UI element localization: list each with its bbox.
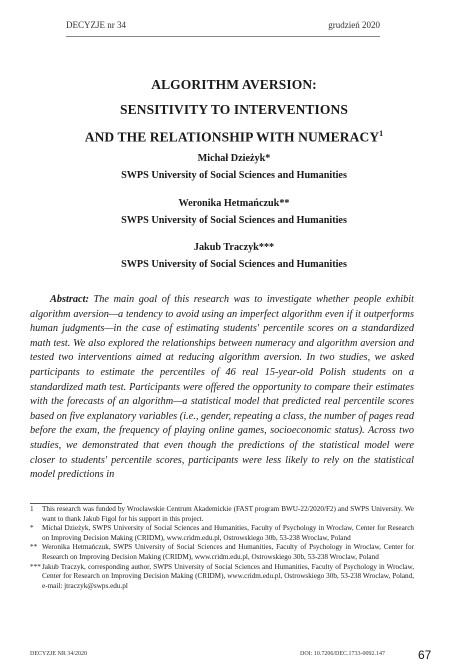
author-block xyxy=(30,150,438,185)
author-name: Weronika Hetmańczuk** xyxy=(178,197,290,209)
article-title xyxy=(30,73,438,150)
header-divider xyxy=(66,36,380,37)
footnote-text: Jakub Traczyk, corresponding author, SWPS University of Social Sciences and Humanities, Faculty of Psychology in Wroclaw, Center for Research on Improving Decision Making (CRIDM), www.cridm.edu.pl, Ostrowskiego 30b, 53-238 Wroclaw, Poland, e-mail: jtraczyk@swps.edu.pl xyxy=(42,562,414,590)
page-number: 67 xyxy=(418,648,432,662)
footnote xyxy=(30,524,414,543)
issue-date: grudzień 2020 xyxy=(328,20,380,30)
footnote-text: Michał Dzieżyk, SWPS University of Social Sciences and Humanities, Faculty of Psychology in Wroclaw, Center for Research on Improving Decision Making (CRIDM), www.cridm.edu.pl, Ostrowskiego 30b, 53-238 Wroclaw, Poland xyxy=(42,524,414,542)
footnote-mark: ** xyxy=(30,543,38,552)
author-name: Michał Dzieżyk* xyxy=(197,153,271,164)
title-footnote-mark: 1 xyxy=(379,129,384,138)
footnote xyxy=(30,543,414,562)
title-line-3-text: AND THE RELATIONSHIP WITH NUMERACY xyxy=(84,129,380,145)
author-affiliation: SWPS University of Social Sciences and Humanities xyxy=(121,259,347,271)
author-name: Jakub Traczyk*** xyxy=(193,242,275,254)
title-line-3 xyxy=(30,122,438,150)
footnotes xyxy=(30,505,414,591)
author-list xyxy=(30,150,438,284)
abstract-text: The main goal of this research was to investigate whether people exhibit algorithm aversion—a tendency to avoid using an imperfect algorithm even if it outperforms human judgments—in the case of estimating students' percentile scores on a standardized math test. We also explored the relationships between numeracy and algorithm aversion and tested two interventions aimed at reducing algorithm aversion. In two studies, we asked participants to estimate the percentiles of 46 real 15-year-old Polish students on a standardized math test. Participants were offered the opportunity to compare their estimates with the forecasts of an algorithm—a statistical model that predicted real percentile scores based on five explanatory variables (i.e., gender, repeating a class, the number of pages read before the exam, the frequency of playing online games, socioeconomic status). Across two studies, we demonstrated that even though the predictions of the statistical model were closer to students' percentile scores, participants were less likely to rely on the statistical model predictions in xyxy=(30,294,414,481)
running-footer xyxy=(30,650,414,662)
footnote-divider xyxy=(30,503,122,504)
author-block xyxy=(30,239,438,274)
author-affiliation: SWPS University of Social Sciences and Humanities xyxy=(121,214,347,226)
footnote-mark: 1 xyxy=(30,505,34,513)
author-affiliation: SWPS University of Social Sciences and Humanities xyxy=(121,170,347,182)
footer-journal: DECYZJE NR 34/2020 xyxy=(30,651,87,657)
title-line-2: SENSITIVITY TO INTERVENTIONS xyxy=(120,101,348,117)
footnote xyxy=(30,563,414,592)
footnote-text: Weronika Hetmańczuk, SWPS University of Social Sciences and Humanities, Faculty of Psychology in Wroclaw, Center for Research on Improving Decision Making (CRIDM), www.cridm.edu.pl, Ostrowskiego 30b, 53-238 Wroclaw, Poland xyxy=(42,543,414,561)
abstract xyxy=(30,293,414,483)
running-header xyxy=(66,20,380,34)
journal-name: DECYZJE nr 34 xyxy=(66,20,126,30)
footer-doi: DOI: 10.7206/DEC.1733-0092.147 xyxy=(300,651,385,657)
title-line-1: ALGORITHM AVERSION: xyxy=(151,77,317,92)
footnote-mark: * xyxy=(30,524,34,533)
footnote-text: This research was funded by Wrocławskie Centrum Akademickie (FAST program BWU-22/2020/F2) and SWPS University. We want to thank Jakub Figol for his support in this project. xyxy=(42,505,414,523)
abstract-lead: Abstract: xyxy=(50,294,89,305)
author-block xyxy=(30,195,438,230)
footnote xyxy=(30,505,414,524)
footnote-mark: *** xyxy=(30,562,41,571)
